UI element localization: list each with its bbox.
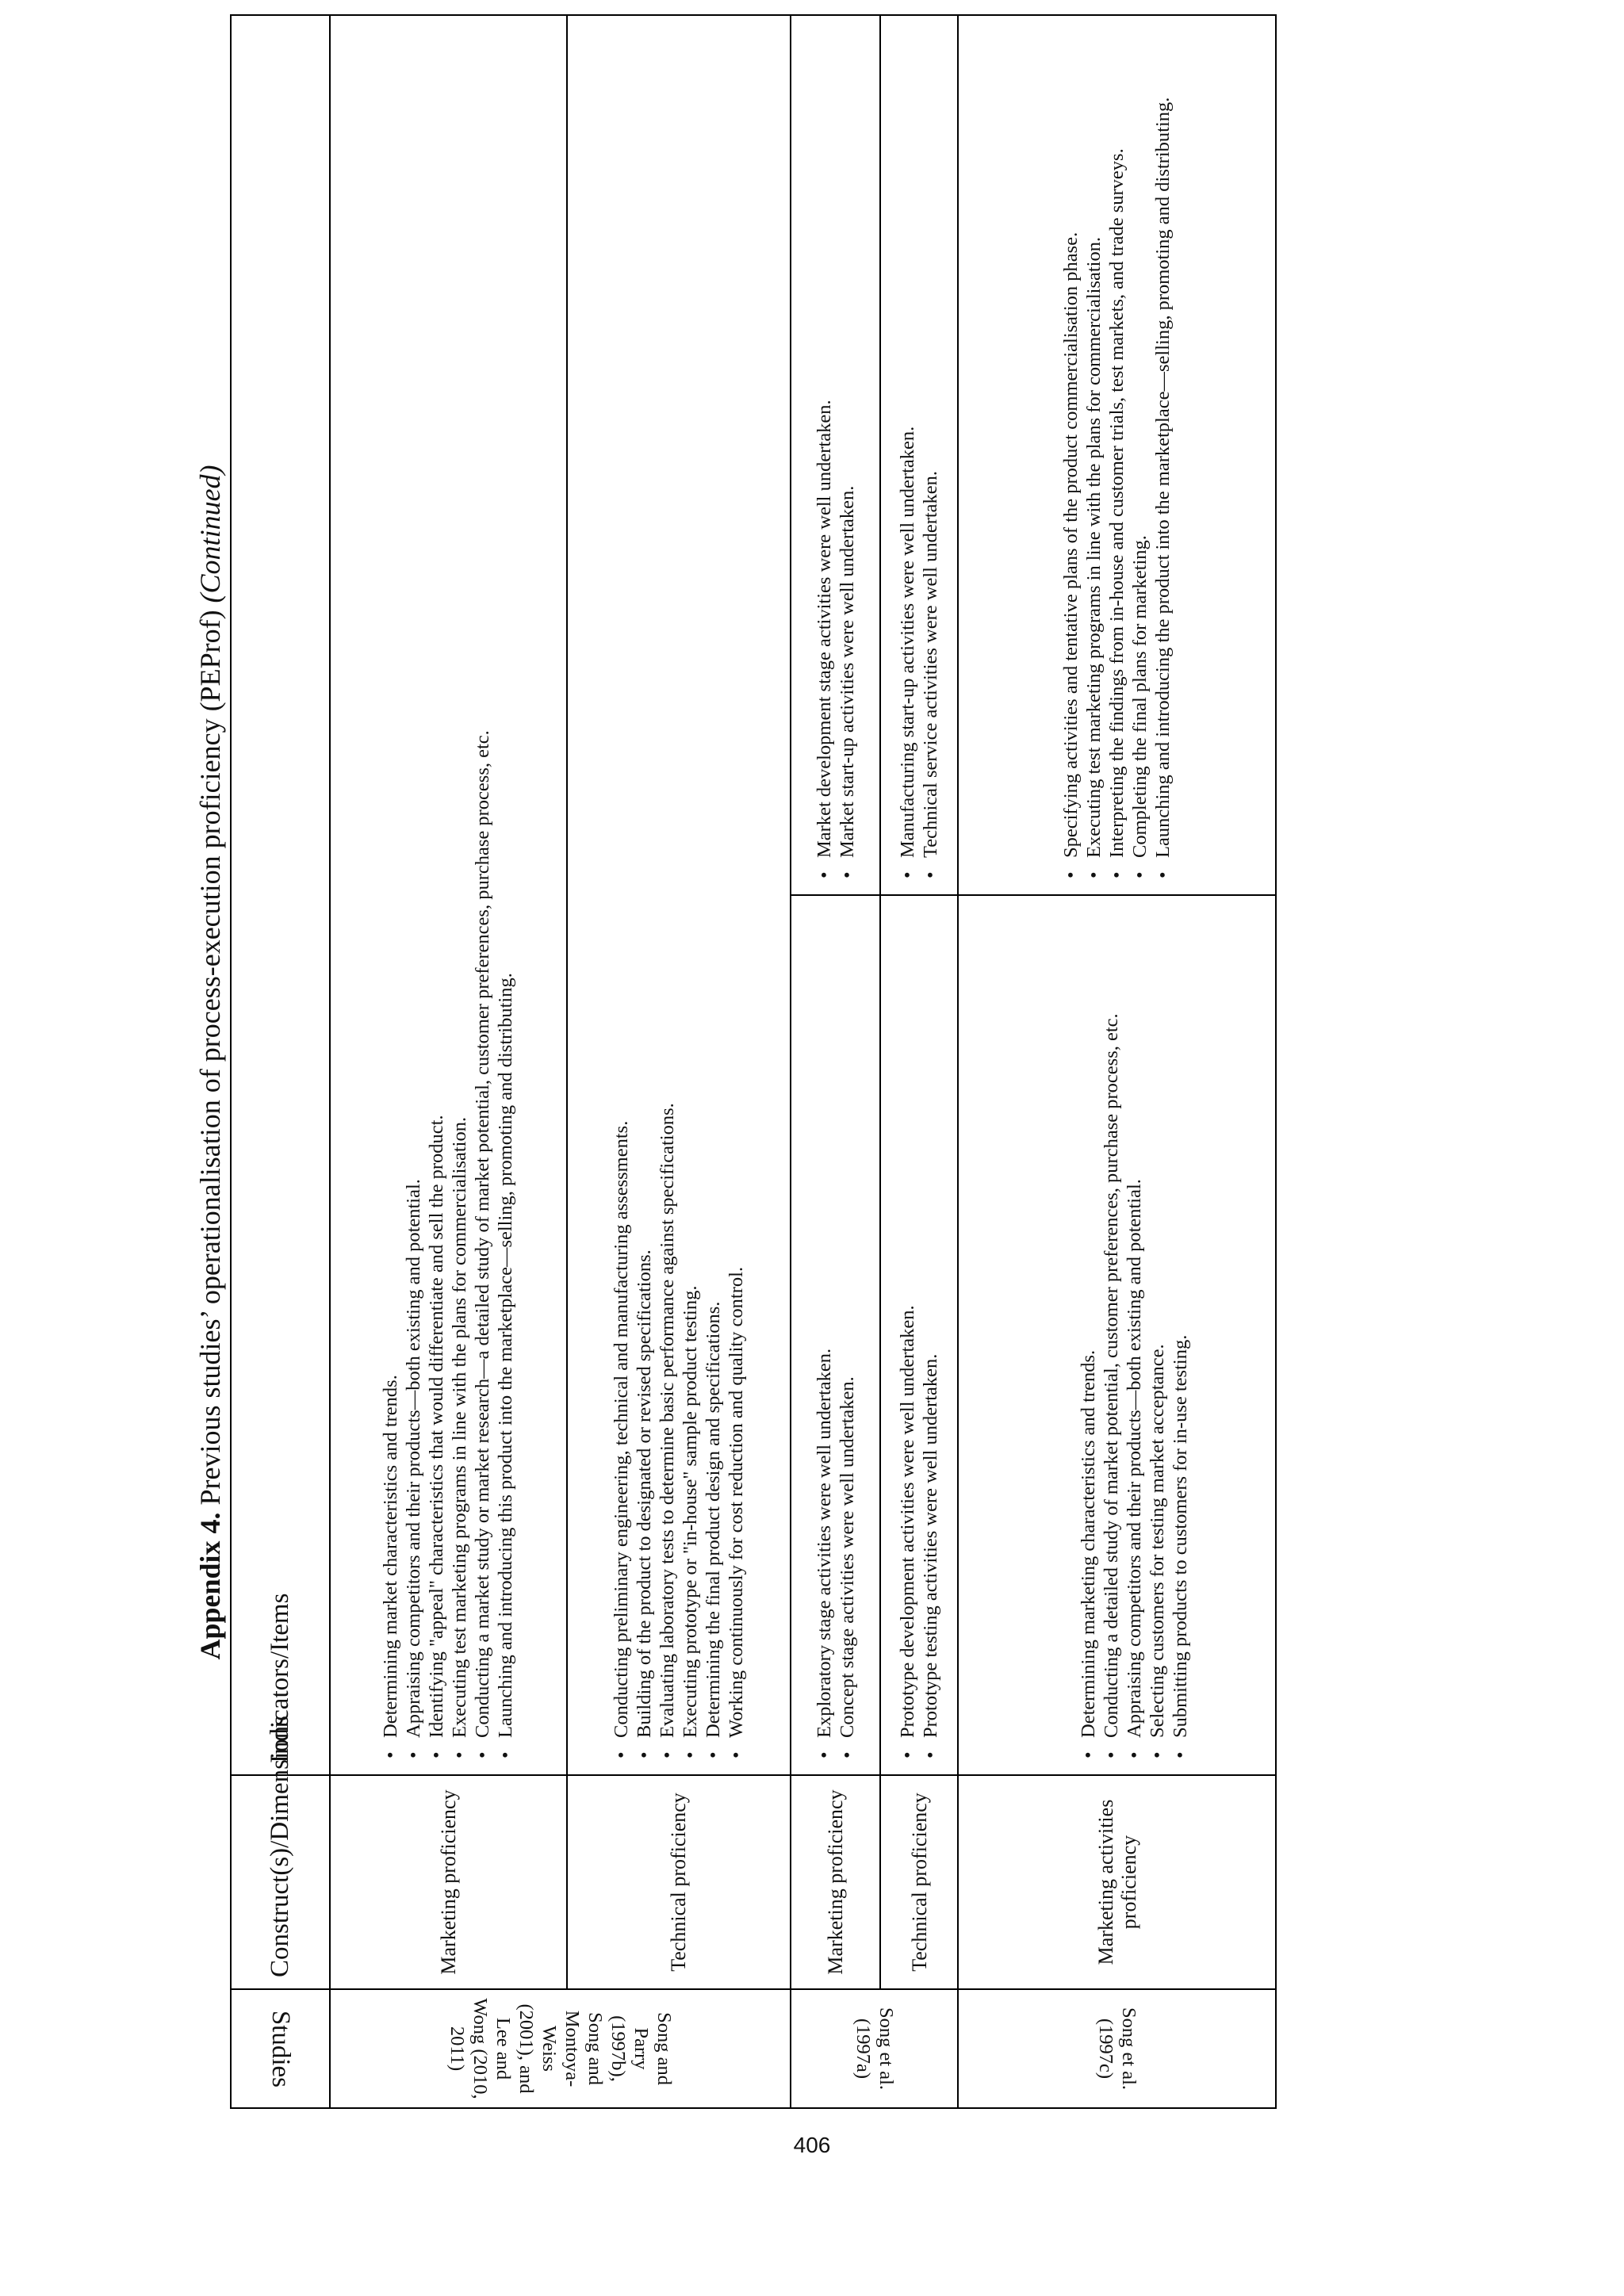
list-item: • Appraising competitors and their products—both existing and potential. — [402, 25, 425, 1765]
list-item: • Launching and introducing this product into the marketplace—selling, promoting and distributing. — [494, 25, 517, 1765]
header-indicators: Indicators/Items — [231, 15, 330, 1775]
indicators-cell — [958, 895, 1276, 1775]
list-item: • Determining the final product design and specifications. — [702, 25, 725, 1765]
indicators-cell — [880, 895, 958, 1775]
construct-cell: Marketing proficiency — [791, 1775, 880, 1989]
list-item: • Selecting customers for testing market acceptance. — [1146, 905, 1169, 1765]
indicators-cell — [880, 15, 958, 895]
list-item: • Determining market characteristics and trends. — [379, 25, 402, 1765]
caption-text: Previous studies’ operationalisation of process-execution proficiency (PEProf) — [194, 603, 226, 1513]
construct-cell: Marketing proficiency — [330, 1775, 566, 1989]
caption-label: Appendix 4. — [194, 1512, 226, 1660]
table-row — [567, 15, 791, 2108]
list-item: • Determining marketing characteristics and trends. — [1077, 905, 1100, 1765]
list-item: • Completing the final plans for marketing. — [1128, 25, 1151, 885]
construct-cell: Marketing activities proficiency — [958, 1775, 1276, 1989]
indicators-cell — [791, 895, 880, 1775]
list-item: • Concept stage activities were well undertaken. — [836, 905, 859, 1765]
list-item: • Launching and introducing the product into the marketplace—selling, promoting and distributing. — [1151, 25, 1174, 885]
construct-cell: Technical proficiency — [880, 1775, 958, 1989]
list-item: • Interpreting the findings from in-house and customer trials, test markets, and trade surveys. — [1105, 25, 1128, 885]
list-item: • Working continuously for cost reduction and quality control. — [725, 25, 748, 1765]
table-row — [791, 15, 880, 2108]
list-item: • Manufacturing start-up activities were well undertaken. — [896, 25, 919, 885]
list-item: • Executing test marketing programs in line with the plans for commercialisation. — [1082, 25, 1105, 885]
study-cell: Song and Parry (1997b), Song and Montoya-Weiss (2001), and Lee and Wong (2010, 2011) — [330, 1989, 791, 2108]
page-number: 406 — [793, 2133, 831, 2157]
list-item: • Market start-up activities were well undertaken. — [836, 25, 859, 885]
construct-cell: Technical proficiency — [567, 1775, 791, 1989]
list-item: • Prototype testing activities were well undertaken. — [919, 905, 942, 1765]
list-item: • Building of the product to designated or revised specifications. — [633, 25, 656, 1765]
list-item: • Exploratory stage activities were well undertaken. — [813, 905, 836, 1765]
header-constructs: Construct(s)/Dimensions — [231, 1775, 330, 1989]
header-studies: Studies — [231, 1989, 330, 2108]
indicators-cell — [958, 15, 1276, 895]
list-item: • Technical service activities were well undertaken. — [919, 25, 942, 885]
table-row — [958, 15, 1276, 2108]
indicators-cell — [567, 15, 791, 1775]
indicators-cell — [330, 15, 566, 1775]
studies-table — [230, 14, 1277, 2109]
list-item: • Conducting preliminary engineering, technical and manufacturing assessments. — [610, 25, 633, 1765]
list-item: • Prototype development activities were well undertaken. — [896, 905, 919, 1765]
rotated-page — [182, 16, 1237, 2109]
list-item: • Executing prototype or "in-house" sample product testing. — [679, 25, 702, 1765]
table-row — [330, 15, 566, 2108]
caption-suffix: (Continued) — [194, 465, 226, 603]
list-item: • Market development stage activities were well undertaken. — [813, 25, 836, 885]
list-item: • Executing test marketing programs in line with the plans for commercialisation. — [448, 25, 471, 1765]
list-item: • Conducting a detailed study of market potential, customer preferences, purchase process, etc. — [1100, 905, 1123, 1765]
list-item: • Evaluating laboratory tests to determine basic performance against specifications. — [656, 25, 679, 1765]
table-row — [880, 15, 958, 2108]
list-item: • Identifying "appeal" characteristics that would differentiate and sell the product. — [425, 25, 448, 1765]
header-row — [231, 15, 330, 2108]
list-item: • Specifying activities and tentative plans of the product commercialisation phase. — [1059, 25, 1082, 885]
list-item: • Appraising competitors and their products—both existing and potential. — [1123, 905, 1146, 1765]
study-cell: Song et al. (1997c) — [958, 1989, 1276, 2108]
indicators-cell — [791, 15, 880, 895]
list-item: • Submitting products to customers for in-use testing. — [1169, 905, 1192, 1765]
list-item: • Conducting a market study or market research—a detailed study of market potential, customer preferences, purchase process, etc. — [471, 25, 494, 1765]
study-cell: Song et al. (1997a) — [791, 1989, 958, 2108]
